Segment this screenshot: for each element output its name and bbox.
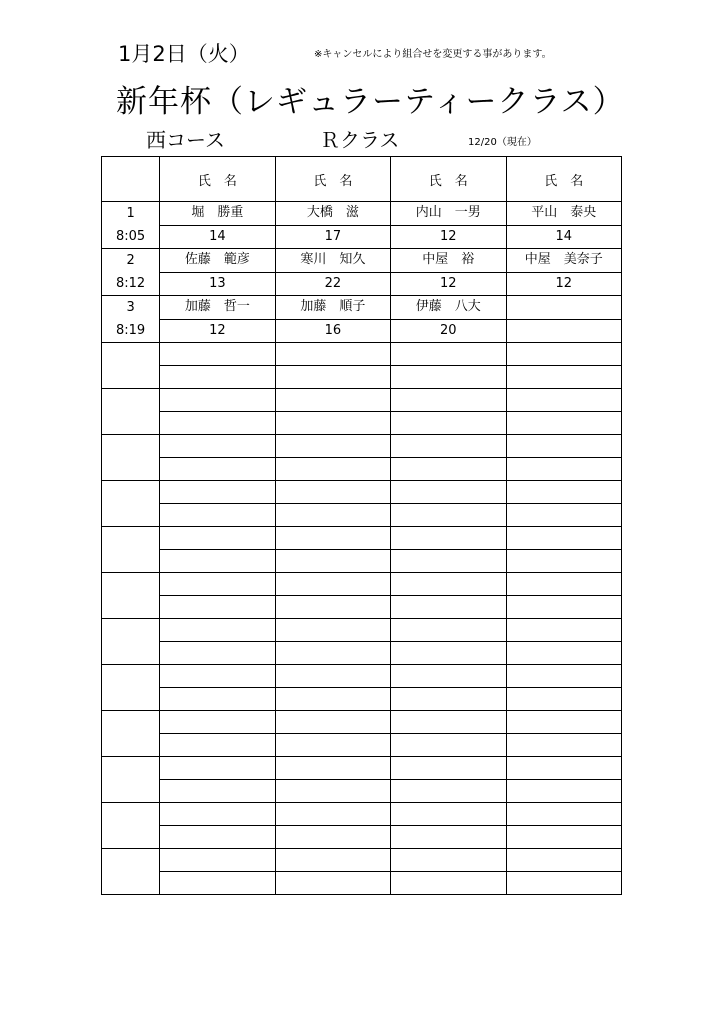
group-cell [102, 803, 160, 849]
player-handicap-cell [275, 366, 390, 389]
tee-time: 8:05 [116, 229, 146, 244]
table-row [102, 389, 622, 412]
table-row [102, 458, 622, 481]
player-handicap-cell [391, 596, 506, 619]
name-column-header: 氏 名 [506, 157, 621, 202]
player-name-cell: 平山 泰央 [506, 202, 621, 226]
tee-time: 8:12 [116, 276, 146, 291]
player-handicap-cell: 12 [506, 272, 621, 296]
player-handicap-cell [160, 504, 275, 527]
player-name-cell [275, 757, 390, 780]
player-name-cell [160, 343, 275, 366]
player-name-cell [160, 803, 275, 826]
player-name-cell [506, 573, 621, 596]
player-handicap-cell [506, 504, 621, 527]
name-column-header: 氏 名 [275, 157, 390, 202]
player-handicap-cell: 20 [391, 319, 506, 343]
table-row [102, 849, 622, 872]
player-name-cell [391, 435, 506, 458]
player-name-cell [275, 435, 390, 458]
table-row [102, 504, 622, 527]
table-row [102, 527, 622, 550]
player-handicap-cell [160, 458, 275, 481]
table-row [102, 272, 622, 296]
player-name-cell [391, 803, 506, 826]
page-title: 新年杯（レギュラーティークラス） [116, 84, 625, 120]
player-name-cell: 伊藤 八大 [391, 296, 506, 320]
player-handicap-cell [506, 780, 621, 803]
player-name-cell: 堀 勝重 [160, 202, 275, 226]
player-handicap-cell [391, 504, 506, 527]
player-handicap-cell [160, 642, 275, 665]
group-cell [102, 435, 160, 481]
table-row [102, 642, 622, 665]
player-handicap-cell [275, 734, 390, 757]
class-label: Ｒクラス [320, 128, 400, 152]
table-row [102, 366, 622, 389]
player-handicap-cell [391, 458, 506, 481]
player-handicap-cell [506, 688, 621, 711]
pairing-table [101, 156, 622, 895]
player-handicap-cell: 12 [391, 272, 506, 296]
player-handicap-cell [506, 458, 621, 481]
player-name-cell [160, 481, 275, 504]
table-row [102, 665, 622, 688]
player-handicap-cell [391, 688, 506, 711]
player-handicap-cell [506, 734, 621, 757]
player-name-cell [391, 527, 506, 550]
name-column-header: 氏 名 [160, 157, 275, 202]
player-name-cell [391, 711, 506, 734]
player-handicap-cell: 12 [160, 319, 275, 343]
player-handicap-cell [275, 826, 390, 849]
table-row [102, 734, 622, 757]
player-handicap-cell: 14 [506, 225, 621, 249]
player-name-cell [160, 665, 275, 688]
group-number: 2 [126, 253, 135, 268]
group-number: 3 [126, 300, 135, 315]
player-handicap-cell [275, 596, 390, 619]
table-row [102, 711, 622, 734]
player-name-cell [160, 389, 275, 412]
player-name-cell [275, 803, 390, 826]
player-name-cell [506, 296, 621, 320]
player-handicap-cell [160, 780, 275, 803]
player-handicap-cell [391, 826, 506, 849]
player-name-cell [391, 757, 506, 780]
group-cell [102, 619, 160, 665]
player-name-cell [275, 573, 390, 596]
player-name-cell [160, 527, 275, 550]
player-name-cell [506, 343, 621, 366]
table-row [102, 481, 622, 504]
player-name-cell: 内山 一男 [391, 202, 506, 226]
player-name-cell [391, 665, 506, 688]
player-handicap-cell: 14 [160, 225, 275, 249]
player-name-cell [275, 343, 390, 366]
event-date: 1月2日（火） [118, 42, 250, 66]
player-handicap-cell [160, 596, 275, 619]
player-handicap-cell [160, 412, 275, 435]
player-name-cell [275, 619, 390, 642]
player-name-cell [275, 527, 390, 550]
group-cell [102, 389, 160, 435]
player-handicap-cell [506, 319, 621, 343]
player-handicap-cell [391, 780, 506, 803]
group-cell [102, 711, 160, 757]
table-header-row [102, 157, 622, 202]
group-cell [102, 573, 160, 619]
player-name-cell [160, 435, 275, 458]
player-handicap-cell [506, 550, 621, 573]
group-cell [102, 665, 160, 711]
player-name-cell [275, 849, 390, 872]
table-row [102, 249, 622, 273]
player-name-cell: 加藤 順子 [275, 296, 390, 320]
player-handicap-cell: 16 [275, 319, 390, 343]
as-of-date: 12/20（現在） [468, 137, 537, 148]
player-name-cell [275, 481, 390, 504]
group-cell [102, 481, 160, 527]
table-row [102, 319, 622, 343]
table-row [102, 757, 622, 780]
name-column-header: 氏 名 [391, 157, 506, 202]
player-handicap-cell [506, 596, 621, 619]
group-number: 1 [126, 206, 135, 221]
player-handicap-cell [275, 688, 390, 711]
player-handicap-cell [275, 642, 390, 665]
group-cell [102, 527, 160, 573]
player-name-cell [506, 849, 621, 872]
group-cell [102, 849, 160, 895]
player-name-cell [506, 389, 621, 412]
table-row [102, 688, 622, 711]
player-name-cell [160, 849, 275, 872]
player-name-cell [160, 619, 275, 642]
player-name-cell: 加藤 哲一 [160, 296, 275, 320]
group-column-header [102, 157, 160, 202]
group-cell [102, 202, 160, 249]
group-cell [102, 296, 160, 343]
player-name-cell [506, 481, 621, 504]
player-name-cell [275, 389, 390, 412]
table-row [102, 412, 622, 435]
player-name-cell [391, 849, 506, 872]
player-handicap-cell [275, 550, 390, 573]
table-row [102, 573, 622, 596]
table-row [102, 596, 622, 619]
table-row [102, 435, 622, 458]
table-row [102, 225, 622, 249]
table-row [102, 872, 622, 895]
player-name-cell [506, 665, 621, 688]
group-cell [102, 249, 160, 296]
player-name-cell [391, 481, 506, 504]
player-handicap-cell [391, 412, 506, 435]
player-handicap-cell [160, 826, 275, 849]
player-name-cell [391, 573, 506, 596]
player-name-cell: 寒川 知久 [275, 249, 390, 273]
player-name-cell [506, 435, 621, 458]
player-name-cell [506, 527, 621, 550]
player-name-cell [391, 619, 506, 642]
table-row [102, 619, 622, 642]
table-row [102, 296, 622, 320]
player-handicap-cell: 22 [275, 272, 390, 296]
player-handicap-cell [160, 734, 275, 757]
player-name-cell [391, 389, 506, 412]
player-handicap-cell [275, 504, 390, 527]
player-name-cell: 中屋 裕 [391, 249, 506, 273]
player-name-cell [506, 803, 621, 826]
player-handicap-cell [506, 366, 621, 389]
table-row [102, 550, 622, 573]
player-name-cell [506, 711, 621, 734]
table-row [102, 202, 622, 226]
player-handicap-cell [391, 734, 506, 757]
player-handicap-cell [391, 872, 506, 895]
player-handicap-cell [391, 550, 506, 573]
player-handicap-cell [275, 872, 390, 895]
player-handicap-cell [160, 688, 275, 711]
player-handicap-cell [160, 872, 275, 895]
player-handicap-cell [275, 458, 390, 481]
player-handicap-cell [275, 780, 390, 803]
player-name-cell: 佐藤 範彦 [160, 249, 275, 273]
player-handicap-cell: 17 [275, 225, 390, 249]
player-handicap-cell: 12 [391, 225, 506, 249]
player-name-cell [160, 573, 275, 596]
table-row [102, 826, 622, 849]
player-name-cell: 大橋 滋 [275, 202, 390, 226]
player-handicap-cell [391, 366, 506, 389]
player-handicap-cell: 13 [160, 272, 275, 296]
tee-time: 8:19 [116, 323, 146, 338]
table-row [102, 343, 622, 366]
player-handicap-cell [506, 412, 621, 435]
group-cell [102, 757, 160, 803]
player-name-cell: 中屋 美奈子 [506, 249, 621, 273]
group-cell [102, 343, 160, 389]
player-name-cell [506, 619, 621, 642]
player-handicap-cell [506, 642, 621, 665]
cancellation-notice: ※キャンセルにより組合せを変更する事があります。 [314, 49, 552, 60]
player-name-cell [275, 665, 390, 688]
player-handicap-cell [275, 412, 390, 435]
player-handicap-cell [160, 550, 275, 573]
player-name-cell [275, 711, 390, 734]
player-name-cell [506, 757, 621, 780]
course-name: 西コース [146, 128, 225, 152]
player-handicap-cell [160, 366, 275, 389]
player-handicap-cell [391, 642, 506, 665]
player-name-cell [391, 343, 506, 366]
table-row [102, 780, 622, 803]
player-name-cell [160, 711, 275, 734]
player-name-cell [160, 757, 275, 780]
table-row [102, 803, 622, 826]
player-handicap-cell [506, 872, 621, 895]
player-handicap-cell [506, 826, 621, 849]
